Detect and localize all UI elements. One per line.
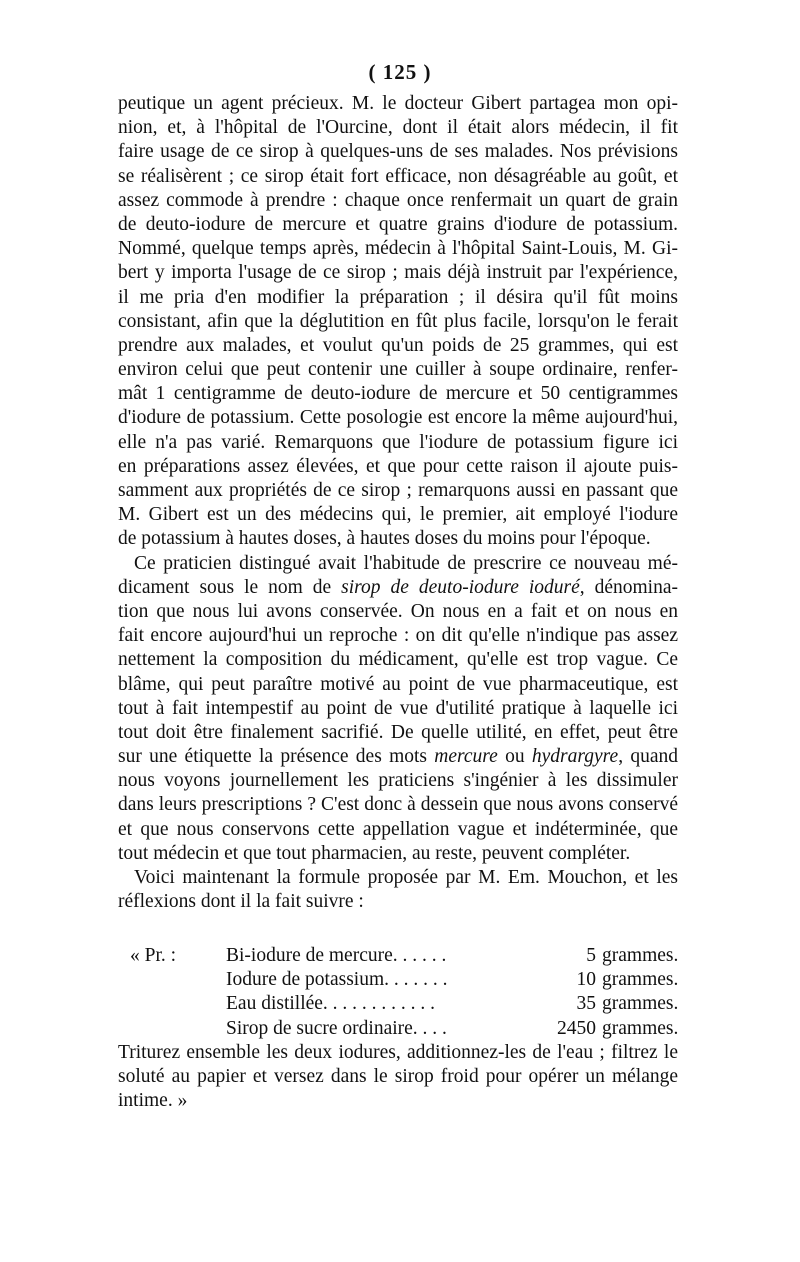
- text-line: réflexions dont il la fait suivre :: [118, 891, 364, 913]
- text-line: [118, 745, 678, 769]
- main-text: [118, 92, 678, 914]
- text-line: Voici maintenant la formule proposée par M. Em. Mouchon, et les: [134, 867, 678, 888]
- text-line: se réalisèrent ; ce sirop était fort efficace, non désagréable au goût, et: [118, 165, 678, 187]
- text-line: et que nous conservons cette appellation vague et indéterminée, que: [118, 818, 678, 840]
- formula-unit: grammes.: [602, 969, 679, 991]
- text-line: faire usage de ce sirop à quelques-uns de ses malades. Nos prévisions: [118, 141, 678, 163]
- text-line: tout doit être finalement sacrifié. De quelle utilité, en effet, peut être: [118, 721, 678, 743]
- text-line: d'iodure de potassium. Cette posologie est encore la même aujourd'hui,: [118, 407, 678, 429]
- formula-ingredient: Bi-iodure de mercure. . . . . .: [226, 945, 447, 966]
- formula-quantity: 5: [586, 945, 596, 966]
- text-line: de deuto-iodure de mercure et quatre grains d'iodure de potassium.: [118, 213, 678, 235]
- paragraph-3: [118, 866, 678, 914]
- text-line: tout à fait intempestif au point de vue d'utilité pratique à laquelle ici: [118, 697, 678, 719]
- formula-row: [118, 992, 678, 1016]
- text-line: tion que nous lui avons conservée. On nous en a fait et on nous en: [118, 600, 678, 622]
- paragraph-1: [118, 92, 678, 552]
- formula-quantity: 10: [576, 969, 596, 991]
- syrup-name: sirop de deuto-iodure ioduré: [341, 576, 580, 598]
- text-line: samment aux propriétés de ce sirop ; remarquons aussi en passant que: [118, 480, 678, 501]
- text-line: elle n'a pas varié. Remarquons que l'iodure de potassium figure ici: [118, 431, 678, 453]
- italic-term: hydrargyre: [531, 746, 619, 768]
- text-line: fait encore aujourd'hui un reproche : on dit qu'elle n'indique pas assez: [118, 625, 678, 647]
- text-line: il me pria d'en modifier la préparation ; il désira qu'il fût moins: [118, 286, 678, 308]
- text-fragment: ou: [497, 746, 532, 768]
- text-line: bert y importa l'usage de ce sirop ; mais déjà instruit par l'expérience,: [118, 262, 678, 284]
- formula-unit: grammes.: [602, 945, 679, 966]
- formula: [118, 944, 678, 1041]
- text-line: nettement la composition du médicament, qu'elle est trop vague. Ce: [118, 649, 678, 671]
- paragraph-4: [118, 1041, 678, 1114]
- text-line: Triturez ensemble les deux iodures, additionnez-les de l'eau ; filtrez le: [118, 1042, 678, 1063]
- text-line: mât 1 centigramme de deuto-iodure de mercure et 50 centigrammes: [118, 383, 678, 405]
- text-fragment: sur une étiquette la présence des mots: [118, 746, 435, 768]
- text-line: intime. »: [118, 1090, 188, 1112]
- text-line: Nommé, quelque temps après, médecin à l'hôpital Saint-Louis, M. Gi-: [118, 238, 678, 260]
- formula-ingredient: Iodure de potassium. . . . . . .: [226, 969, 448, 991]
- formula-ingredient: Sirop de sucre ordinaire. . . .: [226, 1017, 447, 1039]
- text-line: nous voyons journellement les praticiens s'ingénier à les dissimuler: [118, 770, 678, 792]
- text-line: de potassium à hautes doses, à hautes doses du moins pour l'époque.: [118, 528, 651, 550]
- italic-term: mercure: [434, 746, 498, 768]
- formula-lead: « Pr. :: [130, 945, 177, 966]
- page-number: ( 125 ): [368, 60, 432, 84]
- text-line: en préparations assez élevées, et que pour cette raison il ajoute puis-: [118, 455, 678, 477]
- paragraph-2: [118, 552, 678, 866]
- text-line: [118, 576, 678, 600]
- text-line: soluté au papier et versez dans le sirop froid pour opérer un mélange: [118, 1066, 678, 1088]
- formula-ingredient: Eau distillée. . . . . . . . . . . .: [226, 993, 436, 1015]
- formula-row: [118, 1017, 678, 1041]
- text-line: Ce praticien distingué avait l'habitude de prescrire ce nouveau mé-: [134, 552, 678, 574]
- text-line: dans leurs prescriptions ? C'est donc à dessein que nous avons conservé: [118, 794, 678, 816]
- formula-quantity: 35: [576, 993, 596, 1015]
- formula-row: [118, 968, 678, 992]
- text-line: assez commode à prendre : chaque once renfermait un quart de grain: [118, 189, 678, 211]
- text-line: prendre aux malades, et voulut qu'un poids de 25 grammes, qui est: [118, 334, 678, 356]
- formula-row: [118, 944, 678, 968]
- text-line: peutique un agent précieux. M. le docteur Gibert partagea mon opi-: [118, 93, 678, 114]
- text-line: M. Gibert est un des médecins qui, le premier, ait employé l'iodure: [118, 504, 678, 526]
- text-line: nion, et, à l'hôpital de l'Ourcine, dont il était alors médecin, il fit: [118, 117, 678, 139]
- text-line: tout médecin et que tout pharmacien, au reste, peuvent compléter.: [118, 842, 631, 864]
- formula-unit: grammes.: [602, 993, 679, 1015]
- formula-unit: grammes.: [602, 1017, 679, 1039]
- text-fragment: dicament sous le nom de: [118, 576, 342, 598]
- text-fragment: , quand: [618, 746, 678, 768]
- text-line: consistant, afin que la déglutition en fût plus facile, lorsqu'on le ferait: [118, 310, 678, 332]
- text-line: environ celui que peut contenir une cuiller à soupe ordinaire, renfer-: [118, 359, 678, 381]
- text-line: blâme, qui peut paraître motivé au point de vue pharmaceutique, est: [118, 673, 678, 695]
- formula-quantity: 2450: [557, 1017, 596, 1039]
- text-fragment: , dénomina-: [579, 576, 679, 598]
